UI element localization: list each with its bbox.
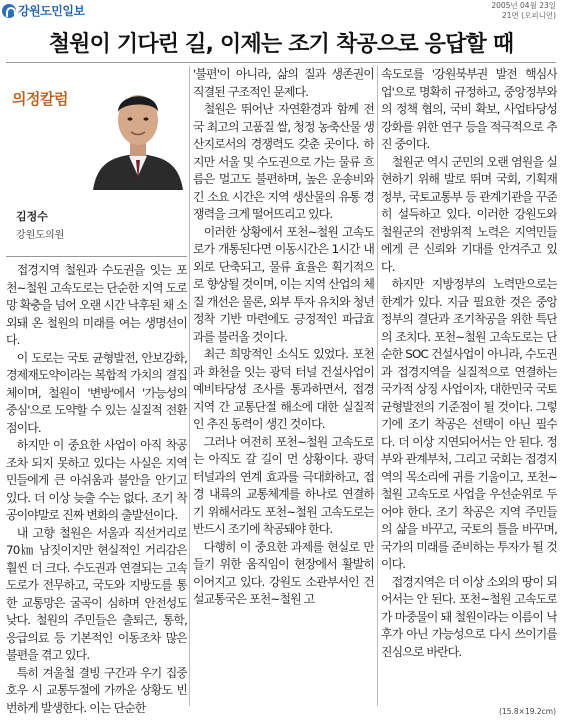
logo-text: 강원도민일보 — [18, 4, 85, 18]
paragraph: 특히 겨울철 결빙 구간과 우기 집중호우 시 교통두절에 가까운 상황도 빈번하게 발생한다. 이는 단순한 — [6, 665, 187, 715]
issue-info — [491, 1, 556, 21]
paragraph: 하지만 이 중요한 사업이 아직 착공조차 되지 못하고 있다는 사실은 지역민들에게 큰 아쉬움과 불안을 안기고 있다. 더 이상 늦출 수는 없다. 조기 착공이야말로 진짜 변화의 출발선이다. — [6, 438, 187, 522]
headline: 철원이 기다린 길, 이제는 조기 착공으로 응답할 때 — [48, 32, 514, 57]
paragraph: 이 도로는 국토 균형발전, 안보강화, 경제재도약이라는 복합적 가치의 결집체이며, 철원이 '변방'에서 '가능성의 중심'으로 도약할 수 있는 실질적 전환점이다. — [6, 350, 187, 435]
article-column-1 — [6, 262, 187, 717]
paragraph: 그러나 여전히 포천~철원 고속도로는 아직도 갈 길이 먼 상황이다. 광덕 터널과의 연계 효과를 극대화하고, 접경 내륙의 교통체계를 하나로 연결하기 위해서라도 포천~철원 고속도로는 반드시 조기에 착공돼야 한다. — [193, 434, 374, 536]
paragraph: 하지만 지방정부의 노력만으로는 한계가 있다. 지금 필요한 것은 중앙정부의 결단과 조기착공을 위한 특단의 조치다. 포천~철원 고속도로는 단순한 SOC 건설사업이 아니라, 수도권과 접경지역을 실질적으로 연결하는 국가적 상징 사업이자, 대한민국 국토균형발전의 기준점이 될 것이다. 그렇기에 조기 착공은 선택이 아닌 필수다. 더 이상 지연되어서는 안 된다. 정부와 관계부처, 그리고 국회는 접경지역의 목소리에 귀를 기울이고, 포천~철원 고속도로 사업을 우선순위로 두어야 한다. 조기 착공은 지역 주민들의 삶을 바꾸고, 국토의 틀을 바꾸며, 국가의 미래를 준비하는 투자가 될 것이다. — [381, 277, 557, 571]
newspaper-logo — [2, 2, 85, 19]
column-divider — [377, 66, 378, 706]
paragraph: 접경지역 철원과 수도권을 잇는 포천~철원 고속도로는 단순한 지역 도로망 확충을 넘어 오랜 시간 낙후된 채 소외돼 온 철원의 미래를 여는 생명선이다. — [6, 263, 187, 347]
profile-divider — [6, 256, 187, 257]
author-name: 김정수 — [16, 210, 48, 223]
article-column-3 — [381, 66, 557, 661]
article-column-2 — [193, 66, 374, 609]
column-tag: 의정칼럼 — [12, 90, 68, 108]
paragraph: 내 고향 철원은 서울과 직선거리로 70㎞ 남짓이지만 현실적인 거리감은 훨씬 더 크다. 수도권과 연결되는 고속도로가 전무하고, 국도와 지방도를 통한 교통망은 굴곡이 심하며 안전성도 낮다. 철원의 주민들은 출퇴근, 통학, 응급의료 등 기본적인 이동조차 많은 불편을 겪고 있다. — [6, 525, 187, 662]
paragraph: 접경지역은 더 이상 소외의 땅이 되어서는 안 된다. 포천~철원 고속도로가 마중물이 돼 철원이라는 이름이 낙후가 아닌 가능성으로 다시 쓰이기를 진심으로 바란다. — [381, 574, 557, 659]
paragraph: 속도로를 '강원북부권 발전 핵심사업'으로 명확히 규정하고, 중앙정부와의 정책 협의, 국비 확보, 사업타당성 강화를 위한 연구 등을 적극적으로 추진 중이다. — [381, 67, 557, 151]
headline-divider — [6, 62, 556, 63]
paragraph: 철원군 역시 군민의 오랜 염원을 실현하기 위해 발로 뛰며 국회, 기획재정부, 국토교통부 등 관계기관을 꾸준히 설득하고 있다. 이러한 강원도와 철원군의 전방위적 노력은 지역민들에게 큰 신뢰와 기대를 안겨주고 있다. — [381, 154, 557, 274]
logo-emblem-icon — [2, 4, 16, 18]
paragraph: '불편'이 아니라, 삶의 질과 생존권이 직결된 구조적인 문제다. — [193, 67, 374, 99]
paragraph: 이러한 상황에서 포천~철원 고속도로가 개통된다면 이동시간은 1시간 내외로 단축되고, 물류 효율은 획기적으로 향상될 것이며, 이는 지역 산업의 체질 개선은 물론, 외부 투자 유치와 청년 정착 기반 마련에도 긍정적인 파급효과를 불러올 것이다. — [193, 224, 374, 344]
issue-page: 21면 (오피니언) — [501, 11, 556, 20]
size-note: (15.8×19.2cm) — [499, 707, 556, 716]
paragraph: 철원은 뛰어난 자연환경과 함께 전국 최고의 고품질 쌀, 청정 농축산물 생산지로서의 경쟁력도 갖춘 곳이다. 하지만 서울 및 수도권으로 가는 물류 흐름은 멀고도 불편하며, 높은 운송비와 긴 소요 시간은 지역 생산물의 유통 경쟁력을 크게 떨어뜨리고 있다. — [193, 102, 374, 221]
paragraph: 다행히 이 중요한 과제를 현실로 만들기 위한 움직임이 현장에서 활발히 이어지고 있다. 강원도 소관부서인 건설교통국은 포천~철원 고 — [193, 539, 374, 606]
author-photo — [89, 72, 187, 190]
paragraph: 최근 희망적인 소식도 있었다. 포천과 화천을 잇는 광덕 터널 건설사업이 예비타당성 조사를 통과하면서, 접경지역 간 교통단절 해소에 대한 실질적인 추진 동력이 생긴 것이다. — [193, 347, 374, 431]
author-title: 강원도의원 — [16, 230, 65, 241]
issue-date: 2005년 04월 23일 — [491, 1, 556, 10]
author-profile — [6, 66, 187, 256]
masthead — [0, 0, 562, 22]
column-divider — [189, 66, 190, 706]
